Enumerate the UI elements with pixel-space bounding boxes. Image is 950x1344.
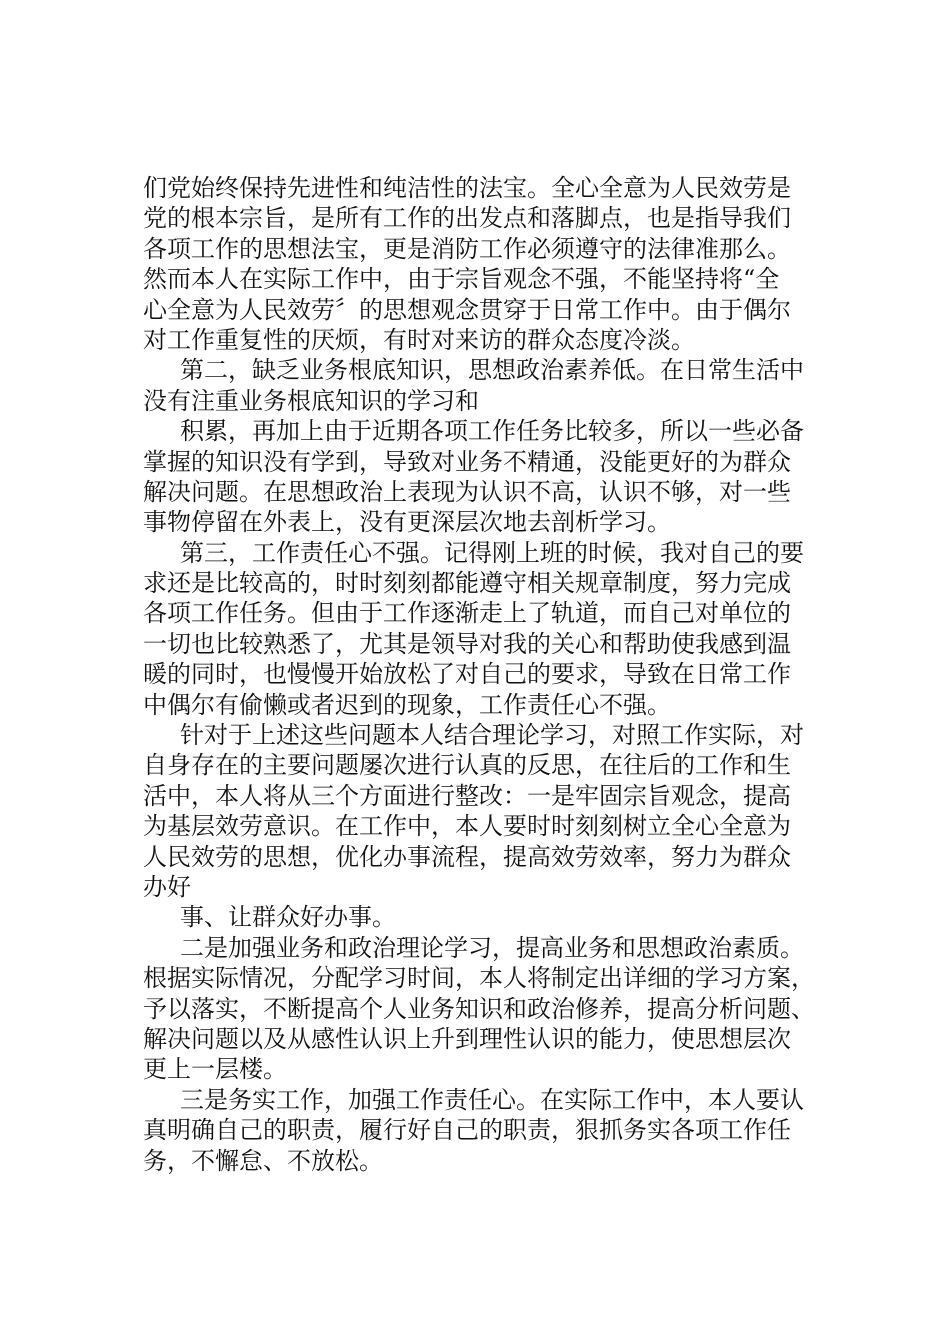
text-line: 解决问题。在思想政治上表现为认识不高，认识不够，对一些: [143, 477, 791, 506]
text-line: 解决问题以及从感性认识上升到理性认识的能力，使思想层次: [143, 1024, 791, 1053]
text-line: 暖的同时，也慢慢开始放松了对自己的要求，导致在日常工作: [143, 660, 791, 689]
text-line: 事物停留在外表上，没有更深层次地去剖析学习。: [143, 508, 671, 537]
text-line: 根据实际情况，分配学习时间，本人将制定出详细的学习方案，: [143, 964, 815, 993]
paragraph-first-line: 二是加强业务和政治理论学习，提高业务和思想政治素质。: [180, 933, 804, 962]
text-line: 更上一层楼。: [143, 1055, 287, 1084]
text-line: 予以落实，不断提高个人业务知识和政治修养，提高分析问题、: [143, 994, 815, 1023]
text-line: 党的根本宗旨，是所有工作的出发点和落脚点，也是指导我们: [143, 204, 791, 233]
paragraph-first-line: 针对于上述这些问题本人结合理论学习，对照工作实际，对: [180, 721, 804, 750]
text-line: 为基层效劳意识。在工作中，本人要时时刻刻树立全心全意为: [143, 812, 791, 841]
text-line: 务，不懈怠、不放松。: [143, 1146, 383, 1175]
text-line: 没有注重业务根底知识的学习和: [143, 386, 479, 415]
text-line: 真明确自己的职责，履行好自己的职责，狠抓务实各项工作任: [143, 1116, 791, 1145]
document-body: [143, 173, 843, 1176]
text-line: 中偶尔有偷懒或者迟到的现象，工作责任心不强。: [143, 690, 671, 719]
paragraph-first-line: 三是务实工作，加强工作责任心。在实际工作中，本人要认: [180, 1085, 804, 1114]
paragraph-first-line: 第三，工作责任心不强。记得刚上班的时候，我对自己的要: [180, 538, 804, 567]
paragraph-first-line: 积累，再加上由于近期各项工作任务比较多，所以一些必备: [180, 417, 804, 446]
text-line: 一切也比较熟悉了，尤其是领导对我的关心和帮助使我感到温: [143, 629, 791, 658]
text-line: 人民效劳的思想，优化办事流程，提高效劳效率，努力为群众: [143, 842, 791, 871]
text-line: 然而本人在实际工作中，由于宗旨观念不强，不能坚持将“全: [143, 265, 780, 294]
text-line: 自身存在的主要问题屡次进行认真的反思，在往后的工作和生: [143, 751, 791, 780]
paragraph-first-line: 事、让群众好办事。: [180, 903, 396, 932]
text-line: 心全意为人民效劳〞的思想观念贯穿于日常工作中。由于偶尔: [143, 295, 791, 324]
text-line: 们党始终保持先进性和纯洁性的法宝。全心全意为人民效劳是: [143, 174, 791, 202]
paragraph-first-line: 第二，缺乏业务根底知识，思想政治素养低。在日常生活中: [180, 356, 804, 385]
text-line: 活中，本人将从三个方面进行整改：一是牢固宗旨观念，提高: [143, 781, 791, 810]
text-line: 求还是比较高的，时时刻刻都能遵守相关规章制度，努力完成: [143, 569, 791, 598]
text-line: 对工作重复性的厌烦，有时对来访的群众态度冷淡。: [143, 325, 695, 354]
text-line: 办好: [143, 872, 191, 901]
text-line: 各项工作的思想法宝，更是消防工作必须遵守的法律准那么。: [143, 234, 791, 263]
text-line: 各项工作任务。但由于工作逐渐走上了轨道，而自己对单位的: [143, 599, 791, 628]
text-line: 掌握的知识没有学到，导致对业务不精通，没能更好的为群众: [143, 447, 791, 476]
